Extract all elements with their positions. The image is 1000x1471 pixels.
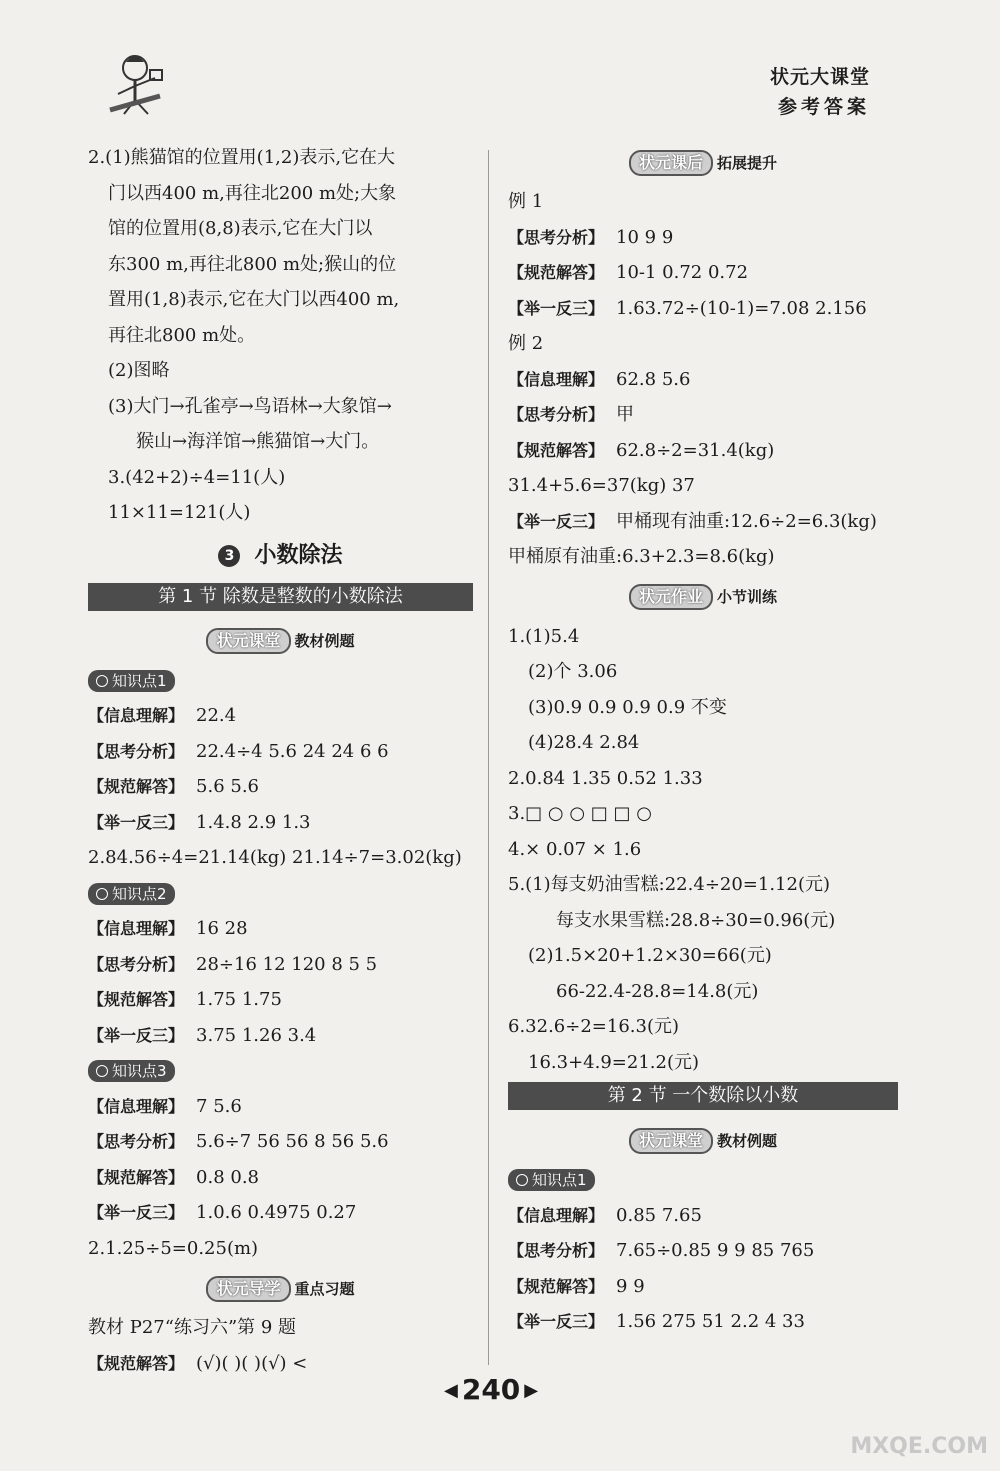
knowledge-point-badge: 知识点2: [88, 883, 175, 905]
answer-line: 猴山→海洋馆→熊猫馆→大门。: [136, 431, 380, 452]
answer-row: 【思考分析】 5.6÷7 56 56 8 56 5.6: [88, 1131, 389, 1152]
page-number-footer: [440, 1373, 542, 1406]
answer-line: 4.× 0.07 × 1.6: [508, 838, 642, 860]
circle-icon: [96, 675, 108, 687]
answer-line: 馆的位置用(8,8)表示,它在大门以: [108, 218, 373, 239]
chapter-heading: [88, 531, 473, 581]
answer-line: (4)28.4 2.84: [528, 732, 640, 753]
answer-row: 【信息理解】 0.85 7.65: [508, 1204, 702, 1226]
column-divider: [488, 150, 489, 1365]
answer-row: 【举一反三】 1.63.72÷(10-1)=7.08 2.156: [508, 297, 867, 319]
knowledge-point-badge: 知识点1: [508, 1169, 595, 1191]
answer-row: 【信息理解】 62.8 5.6: [508, 368, 691, 390]
tag-label: 状元课堂: [206, 628, 290, 654]
example-title: 例 1: [508, 191, 544, 212]
answer-row: 【规范解答】 9 9: [508, 1275, 645, 1297]
answer-line: 11×11=121(人): [108, 502, 251, 523]
answer-line: 东300 m,再往北800 m处;猴山的位: [108, 253, 397, 275]
answer-line: 甲桶原有油重:6.3+2.3=8.6(kg): [508, 546, 775, 567]
answer-row: 【规范解答】 10-1 0.72 0.72: [508, 262, 749, 283]
answer-row: 【举一反三】 1.4.8 2.9 1.3: [88, 811, 311, 833]
tag-description: 重点习题: [294, 1279, 355, 1298]
answer-row: 【信息理解】 22.4: [88, 705, 237, 726]
tag-label: 状元导学: [206, 1276, 290, 1302]
answer-row: 【信息理解】 7 5.6: [88, 1095, 242, 1117]
triangle-left-icon: ◀: [444, 1380, 458, 1401]
answer-line: 5.(1)每支奶油雪糕:22.4÷20=1.12(元): [508, 874, 831, 895]
answer-line: (2)图略: [108, 360, 170, 381]
page-number: 240: [461, 1373, 521, 1406]
tag-description: 教材例题: [294, 632, 355, 650]
right-column: [508, 140, 898, 1340]
tag-row: [508, 140, 898, 184]
answer-line: (3)0.9 0.9 0.9 0.9 不变: [528, 696, 727, 718]
answer-line: 6.32.6÷2=16.3(元): [508, 1016, 679, 1037]
answer-row: 【规范解答】 1.75 1.75: [88, 989, 282, 1010]
page-header: [90, 40, 910, 120]
circle-icon: [516, 1174, 528, 1186]
answer-row: 【思考分析】 甲: [508, 404, 635, 425]
answer-row: 【规范解答】 62.8÷2=31.4(kg): [508, 439, 775, 461]
answer-line: (2)1.5×20+1.2×30=66(元): [528, 945, 772, 966]
answer-row: 【信息理解】 16 28: [88, 918, 248, 939]
knowledge-point-badge: 知识点3: [88, 1060, 175, 1082]
answer-line: 置用(1,8)表示,它在大门以西400 m,: [108, 289, 400, 310]
answer-row: 【思考分析】 22.4÷4 5.6 24 24 6 6: [88, 740, 389, 762]
answer-line: 门以西400 m,再往北200 m处;大象: [108, 182, 397, 204]
circle-icon: [96, 888, 108, 900]
answer-row: 【思考分析】 7.65÷0.85 9 9 85 765: [508, 1240, 815, 1261]
answer-row: 【思考分析】 10 9 9: [508, 226, 674, 248]
exercise-reference: 教材 P27“练习六”第 9 题: [88, 1317, 297, 1338]
student-mascot-icon: [100, 48, 170, 118]
tag-description: 拓展提升: [717, 153, 778, 172]
answer-row: 【举一反三】 1.56 275 51 2.2 4 33: [508, 1311, 805, 1332]
answer-line: 31.4+5.6=37(kg) 37: [508, 475, 695, 496]
answer-row: 【规范解答】 (√)( )( )(√) <: [88, 1352, 308, 1374]
answer-line: (3)大门→孔雀亭→鸟语林→大象馆→: [108, 395, 392, 417]
answer-line: 2.84.56÷4=21.14(kg) 21.14÷7=3.02(kg): [88, 847, 462, 868]
answer-row: 【举一反三】 甲桶现有油重:12.6÷2=6.3(kg): [508, 510, 877, 532]
header-subtitle: 参考答案: [777, 96, 870, 118]
answer-line: 3.(42+2)÷4=11(人): [108, 466, 286, 488]
answer-line: 3.□ ○ ○ □ □ ○: [508, 803, 652, 824]
tag-row: [508, 575, 898, 619]
answer-line: 2.0.84 1.35 0.52 1.33: [508, 767, 703, 789]
tag-row: [88, 1266, 473, 1310]
tag-description: 小节训练: [717, 588, 778, 606]
tag-label: 状元课堂: [629, 1128, 713, 1154]
section-title: 第 1 节 除数是整数的小数除法: [88, 583, 473, 611]
answer-line: 2.(1)熊猫馆的位置用(1,2)表示,它在大: [88, 147, 396, 168]
answer-line: 再往北800 m处。: [108, 324, 256, 346]
tag-description: 教材例题: [717, 1131, 778, 1150]
answer-row: 【规范解答】 5.6 5.6: [88, 776, 259, 797]
knowledge-point-badge: 知识点1: [88, 670, 175, 692]
tag-row: [88, 619, 473, 663]
chapter-number: 3: [218, 545, 240, 567]
example-title: 例 2: [508, 333, 544, 354]
left-column: [88, 140, 473, 1381]
chapter-title: 小数除法: [254, 542, 343, 568]
answer-row: 【举一反三】 1.0.6 0.4975 0.27: [88, 1202, 357, 1223]
answer-line: 每支水果雪糕:28.8÷30=0.96(元): [556, 909, 836, 931]
tag-row: [508, 1118, 898, 1162]
answer-line: 66-22.4-28.8=14.8(元): [556, 980, 759, 1002]
answer-row: 【思考分析】 28÷16 12 120 8 5 5: [88, 953, 378, 975]
triangle-right-icon: ▶: [524, 1380, 539, 1401]
answer-line: 1.(1)5.4: [508, 625, 580, 647]
tag-label: 状元课后: [629, 150, 713, 176]
answer-line: (2)个 3.06: [528, 661, 618, 682]
section-title: 第 2 节 一个数除以小数: [508, 1082, 898, 1110]
circle-icon: [96, 1065, 108, 1077]
answer-line: 2.1.25÷5=0.25(m): [88, 1237, 259, 1259]
tag-label: 状元作业: [629, 584, 713, 610]
watermark: MXQE.COM: [850, 1434, 988, 1459]
answer-row: 【举一反三】 3.75 1.26 3.4: [88, 1024, 317, 1046]
answer-line: 16.3+4.9=21.2(元): [528, 1051, 699, 1073]
header-title: 状元大课堂: [769, 66, 870, 88]
answer-row: 【规范解答】 0.8 0.8: [88, 1166, 259, 1188]
